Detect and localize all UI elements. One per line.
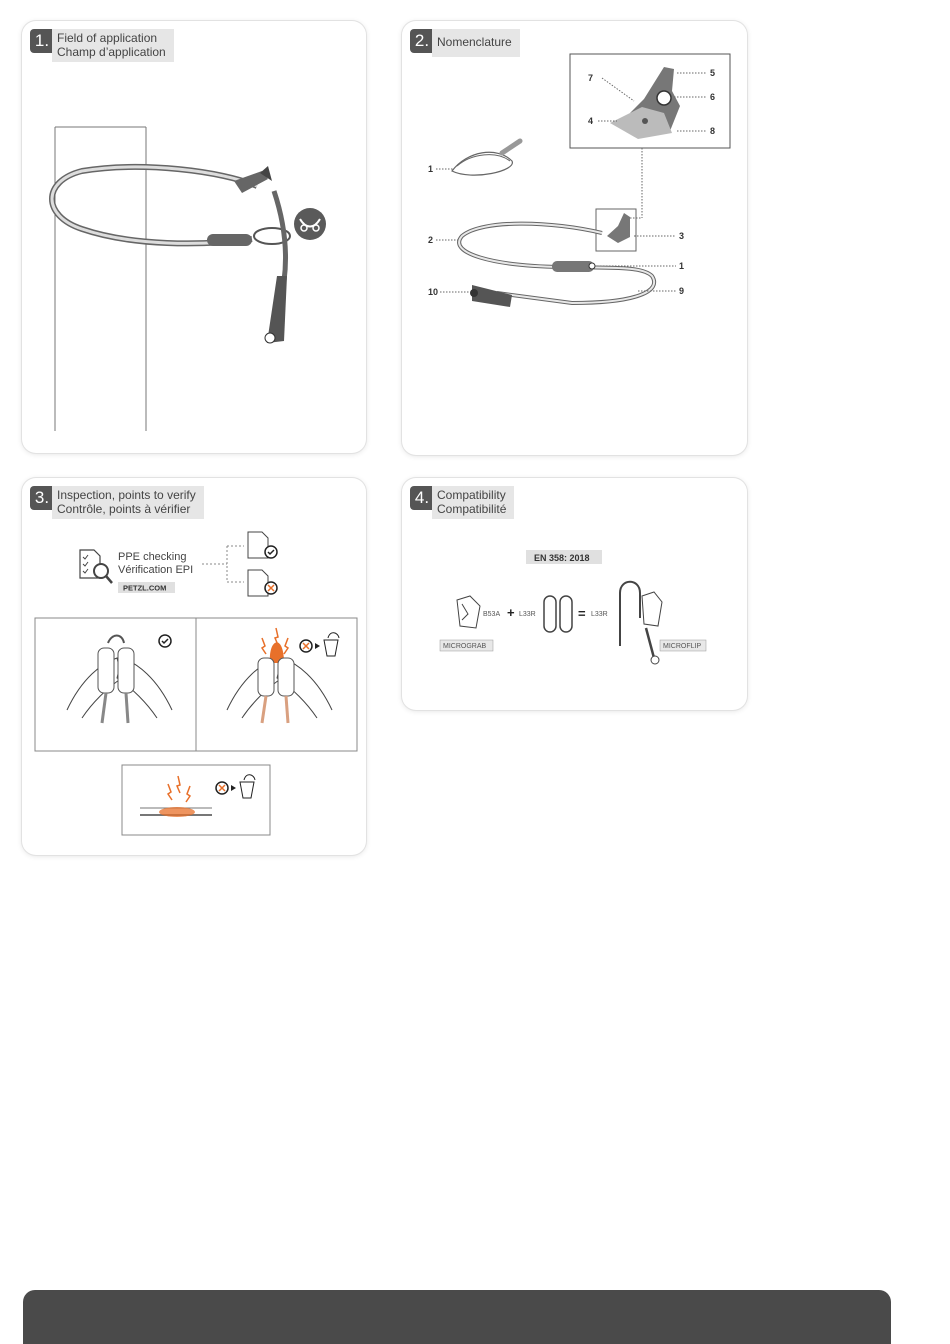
panel-number: 3.: [30, 486, 52, 510]
panel-number: 4.: [410, 486, 432, 510]
footer-bar: [23, 1290, 891, 1344]
product-microflip: MICROFLIP: [663, 643, 702, 650]
part-b53a: B53A: [483, 611, 501, 618]
plus-sign: +: [507, 605, 515, 620]
callout-10: 10: [428, 287, 439, 297]
nomenclature-diagram: [402, 21, 747, 455]
checklist-magnifier-icon: [80, 550, 112, 583]
ppe-label-en: PPE checking: [118, 551, 187, 563]
callout-2: 2: [428, 235, 434, 245]
panel-number: 1.: [30, 29, 52, 53]
callout-3: 3: [679, 231, 685, 241]
rope-overheat-illustration: [140, 775, 255, 817]
pole-lanyard-illustration: [22, 21, 366, 453]
hands-rope-ok-illustration: [67, 635, 172, 723]
panel-field-of-application: [22, 21, 366, 453]
panel-compatibility: [402, 478, 747, 710]
callout-1-top: 1: [428, 164, 434, 174]
ppe-checking-block: [22, 478, 366, 855]
panel-title: Inspection, points to verify Contrôle, points à vérifier: [52, 486, 204, 519]
petzl-website: PETZL.COM: [123, 583, 167, 593]
panel-nomenclature: [402, 21, 747, 455]
part-l33r-1: L33R: [519, 611, 536, 618]
equals-sign: =: [578, 606, 586, 621]
checklist-ok-icon: [248, 532, 277, 558]
hands-rope-damaged-illustration: [227, 628, 339, 723]
panel-title: Compatibility Compatibilité: [432, 486, 514, 519]
callout-1-bottom: 1: [679, 261, 685, 271]
callout-7: 7: [588, 73, 594, 83]
product-micrograb: MICROGRAB: [443, 643, 487, 650]
callout-6: 6: [710, 92, 716, 102]
ppe-label-fr: Vérification EPI: [118, 564, 194, 576]
callout-9: 9: [679, 286, 685, 296]
panel-number: 2.: [410, 29, 432, 53]
compatibility-diagram: [402, 478, 747, 710]
callout-8: 8: [710, 126, 716, 136]
checklist-rejected-icon: [248, 570, 277, 596]
panel-inspection: [22, 478, 366, 855]
standard-label: EN 358: 2018: [534, 553, 590, 563]
panel-title: Field of application Champ d’application: [52, 29, 174, 62]
callout-5: 5: [710, 68, 716, 78]
panel-title: Nomenclature: [432, 29, 520, 57]
callout-4: 4: [588, 116, 594, 126]
part-l33r-2: L33R: [591, 611, 608, 618]
